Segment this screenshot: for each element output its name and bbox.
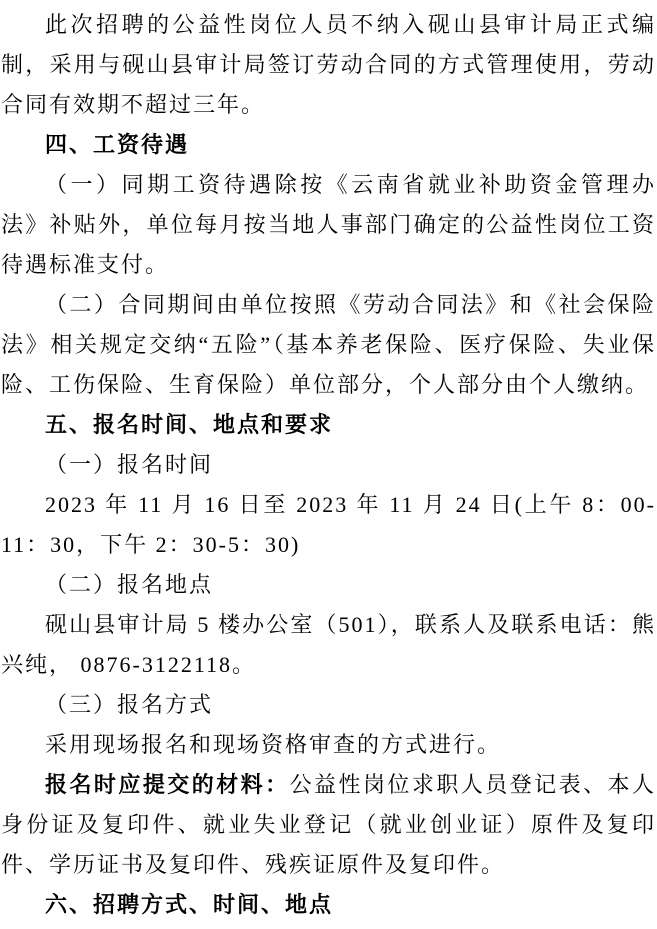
subheading-registration-time: （一）报名时间 — [45, 452, 214, 477]
paragraph-location-contact: 砚山县审计局 5 楼办公室（501），联系人及联系电话：熊兴纯， 0876-3122118。 — [1, 612, 656, 677]
paragraph-insurance: （二）合同期间由单位按照《劳动合同法》和《社会保险法》相关规定交纳“五险”（基本养老保险、医疗保险、失业保险、工伤保险、生育保险）单位部分，个人部分由个人缴纳。 — [1, 292, 656, 397]
section-heading-registration: 五、报名时间、地点和要求 — [45, 412, 334, 437]
paragraph-salary-subsidy: （一）同期工资待遇除按《云南省就业补助资金管理办法》补贴外，单位每月按当地人事部门确定的公益性岗位工资待遇标准支付。 — [1, 172, 656, 277]
subheading-registration-location: （二）报名地点 — [45, 572, 214, 597]
paragraph-required-materials — [1, 765, 656, 885]
section-heading-salary: 四、工资待遇 — [45, 132, 190, 157]
paragraph-onsite-method: 采用现场报名和现场资格审查的方式进行。 — [45, 732, 502, 757]
subheading-registration-method: （三）报名方式 — [45, 692, 214, 717]
paragraph-contract-terms: 此次招聘的公益性岗位人员不纳入砚山县审计局正式编制，采用与砚山县审计局签订劳动合同的方式管理使用，劳动合同有效期不超过三年。 — [1, 12, 656, 117]
required-materials-lead: 报名时应提交的材料： — [45, 772, 290, 797]
section-heading-recruit-method: 六、招聘方式、时间、地点 — [45, 892, 334, 917]
required-materials-list: 公益性岗位求职人员登记表、本人身份证及复印件、就业失业登记（就业创业证）原件及复印件、学历证书及复印件、残疾证原件及复印件。 — [1, 772, 656, 877]
paragraph-registration-dates: 2023 年 11 月 16 日至 2023 年 11 月 24 日(上午 8：00-11：30，下午 2：30-5：30) — [1, 492, 656, 557]
